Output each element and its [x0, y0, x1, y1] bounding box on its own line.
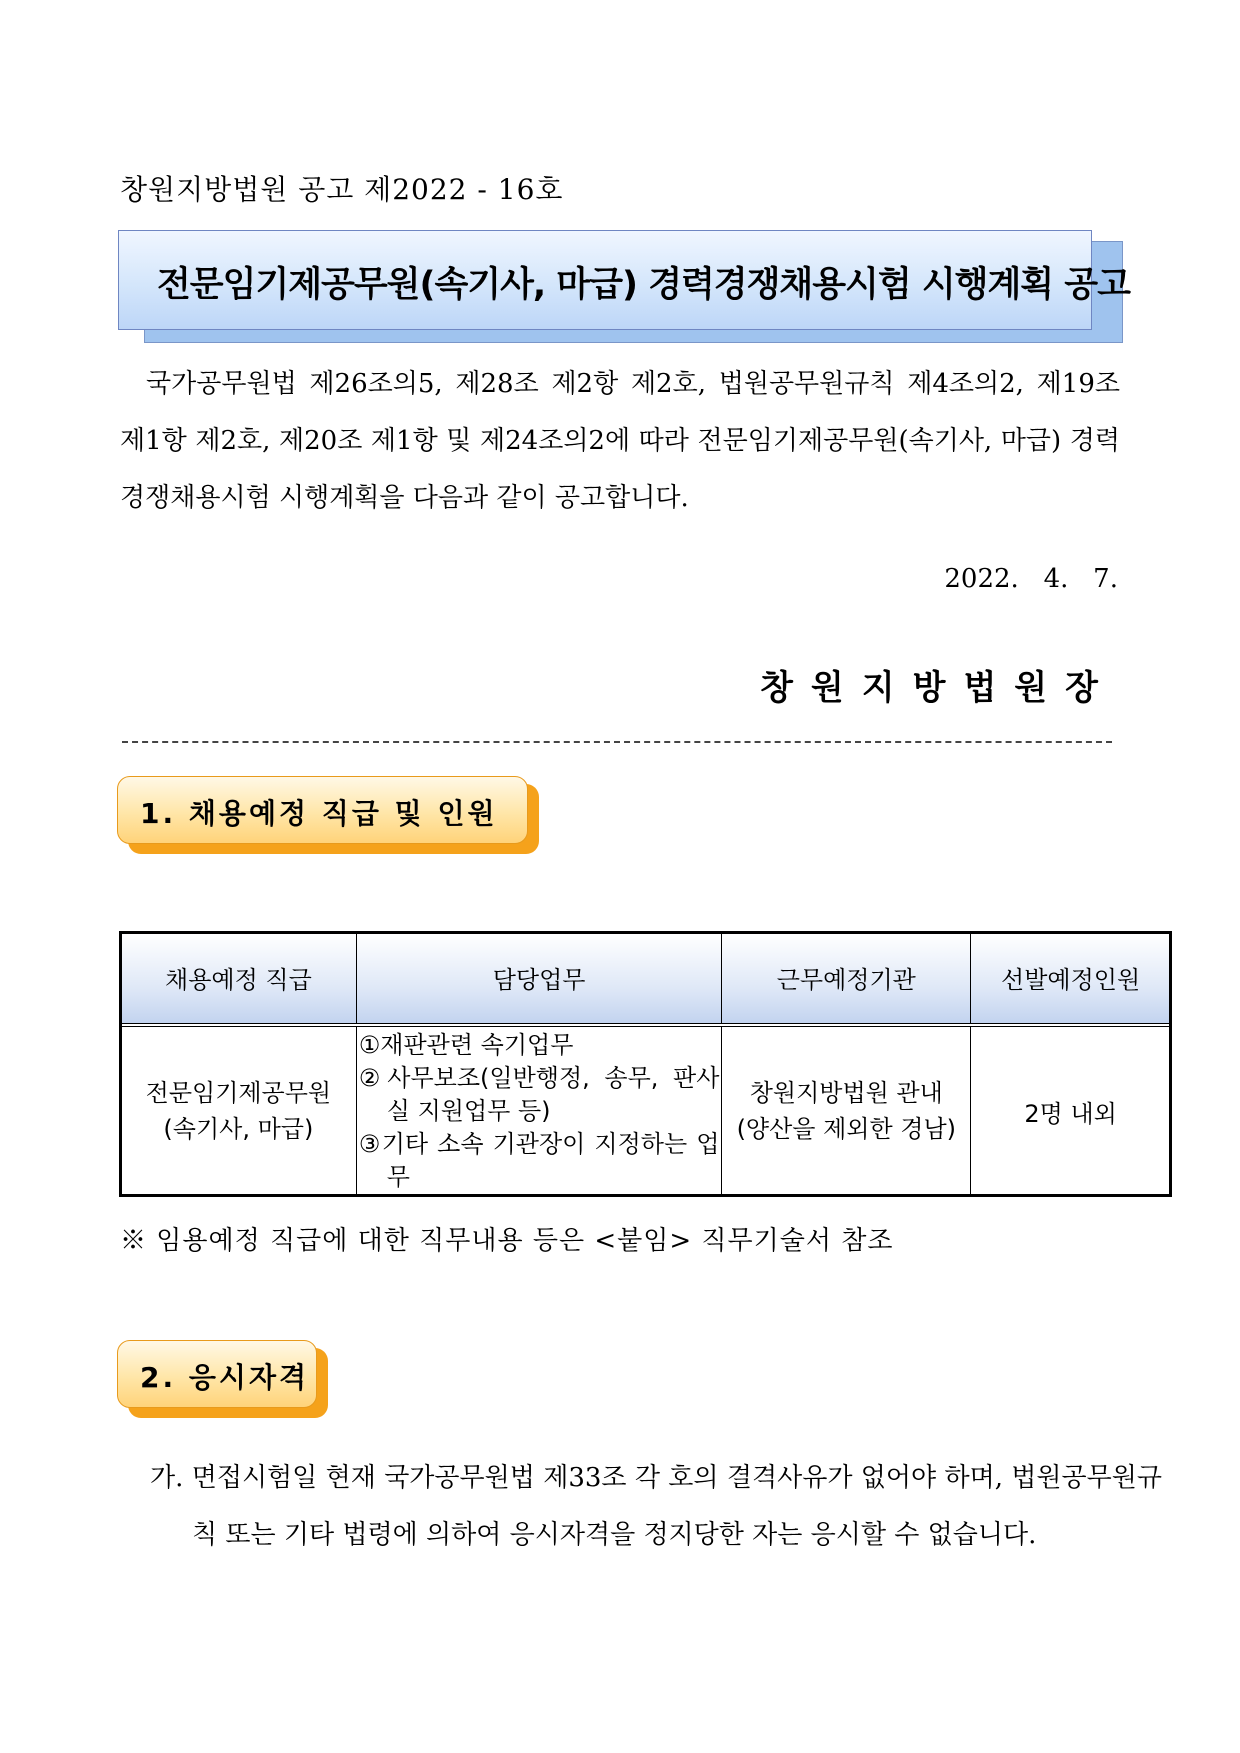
count-cell: 2명 내외 — [971, 1025, 1171, 1197]
grade-line: 전문임기제공무원 — [145, 1079, 332, 1108]
duty-item: ②사무보조(일반행정, 송무, 판사실 지원업무 등) — [358, 1063, 720, 1125]
institution-line: 창원지방법원 관내 — [749, 1079, 943, 1108]
intro-paragraph: 국가공무원법 제26조의5, 제28조 제2항 제2호, 법원공무원규칙 제4조의2, 제19조 제1항 제2호, 제20조 제1항 및 제24조의2에 따라 전문임기제공무원(속기사, 마급) 경력경쟁채용시험 시행계획을 다음과 같이 공고합니다. — [120, 369, 1120, 513]
duties-cell — [356, 1025, 722, 1197]
section2-heading-box — [117, 1340, 317, 1408]
title-box — [118, 230, 1130, 330]
notice-number: 창원지방법원 공고 제2022 - 16호 — [120, 173, 564, 206]
issuer-name: 창원지방법원장 — [760, 668, 1116, 708]
institution-cell — [722, 1025, 971, 1197]
section1-heading: 1. 채용예정 직급 및 인원 — [140, 797, 498, 830]
table-row — [121, 1025, 1171, 1197]
duty-item: ①재판관련 속기업무 — [358, 1030, 574, 1059]
grade-line: (속기사, 마급) — [163, 1115, 314, 1144]
table-header-cell: 선발예정인원 — [971, 933, 1171, 1025]
table-header-cell: 담당업무 — [356, 933, 722, 1025]
grade-cell — [121, 1025, 357, 1197]
section2-heading: 2. 응시자격 — [140, 1361, 310, 1394]
table-header-cell: 근무예정기관 — [722, 933, 971, 1025]
section1-heading-box — [117, 776, 528, 844]
duty-item: ③기타 소속 기관장이 지정하는 업무 — [358, 1129, 720, 1191]
table-note: ※ 임용예정 직급에 대한 직무내용 등은 <붙임> 직무기술서 참조 — [120, 1226, 894, 1256]
institution-line: (양산을 제외한 경남) — [736, 1115, 957, 1144]
dashed-divider — [122, 741, 1112, 743]
positions-table — [120, 932, 1171, 1197]
notice-date: 2022. 4. 7. — [944, 564, 1118, 594]
table-header-row — [121, 933, 1171, 1025]
document-title: 전문임기제공무원(속기사, 마급) 경력경쟁채용시험 시행계획 공고 — [157, 265, 1130, 305]
table-header-cell: 채용예정 직급 — [121, 933, 357, 1025]
qualification-item: 가. 면접시험일 현재 국가공무원법 제33조 각 호의 결격사유가 없어야 하며, 법원공무원규칙 또는 기타 법령에 의하여 응시자격을 정지당한 자는 응시할 수 없습니다. — [150, 1463, 1162, 1550]
